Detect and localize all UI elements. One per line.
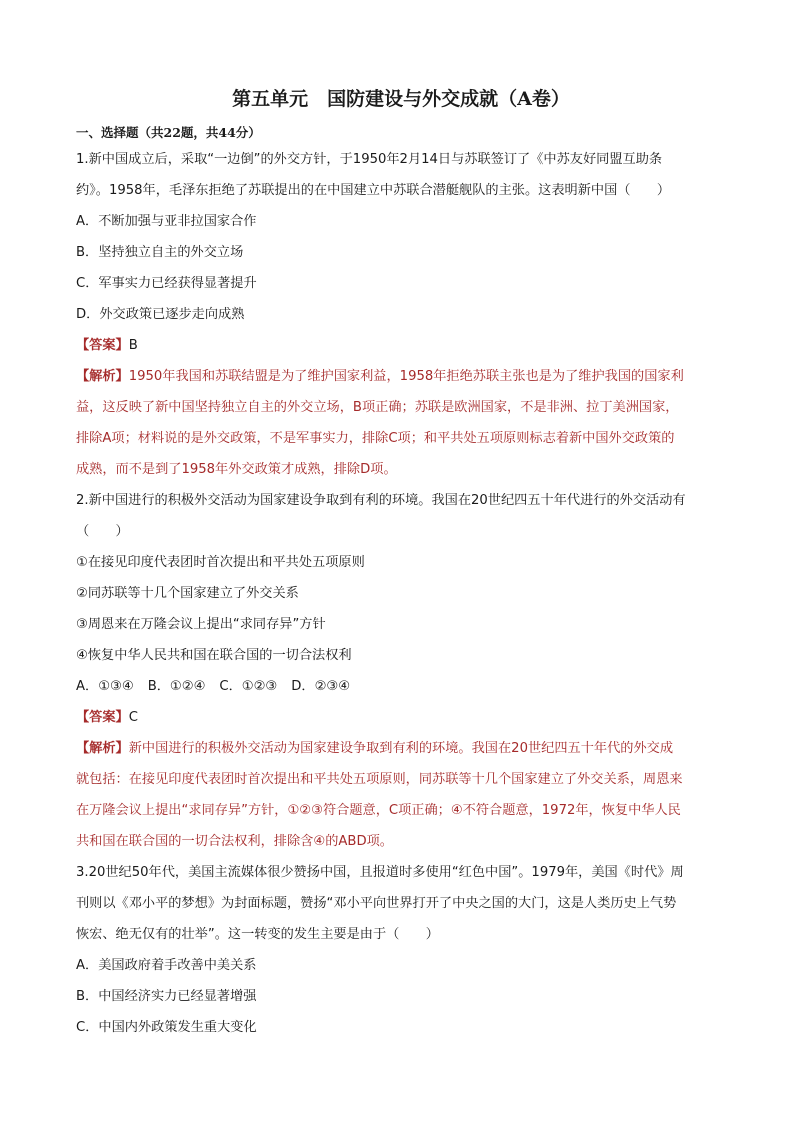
q2-item: ②同苏联等十几个国家建立了外交关系 [76,586,299,601]
q2-answer [76,702,726,733]
question-1 [76,144,726,485]
analysis-text: 1950年我国和苏联结盟是为了维护国家利益，1958年拒绝苏联主张也是为了维护我国的国家利 [128,369,684,384]
q1-option-d: D．外交政策已逐步走向成熟 [76,307,245,322]
q2-stem-line: （ ） [76,524,129,539]
page-title: 第五单元 国防建设与外交成就（A卷） [232,88,570,110]
q1-analysis-line: 成熟，而不是到了1958年外交政策才成熟，排除D项。 [76,462,397,477]
answer-tag: 【答案】 [76,710,129,725]
analysis-text: 新中国进行的积极外交活动为国家建设争取到有利的环境。我国在20世纪四五十年代的外交成 [128,741,674,756]
q2-option-c: C．①②③ [219,679,278,694]
q2-item: ①在接见印度代表团时首次提出和平共处五项原则 [76,555,365,570]
q2-stem-line: 2.新中国进行的积极外交活动为国家建设争取到有利的环境。我国在20世纪四五十年代进行的外交活动有 [76,493,686,508]
q3-option-a: A．美国政府着手改善中美关系 [76,958,257,973]
q2-analysis-line: 共和国在联合国的一切合法权利，排除含④的ABD项。 [76,834,393,849]
q1-answer [76,330,726,361]
analysis-tag: 【解析】 [76,369,129,384]
q3-option-c: C．中国内外政策发生重大变化 [76,1020,257,1035]
q2-option-b: B．①②④ [147,679,206,694]
question-3 [76,857,726,1043]
q3-stem-line: 恢宏、绝无仅有的壮举”。这一转变的发生主要是由于（ ） [76,927,439,942]
q1-option-c: C．军事实力已经获得显著提升 [76,276,257,291]
q1-stem-line: 约》。1958年，毛泽东拒绝了苏联提出的在中国建立中苏联合潜艇舰队的主张。这表明新中国（ ） [76,183,671,198]
q2-analysis-line: 在万隆会议上提出“求同存异”方针，①②③符合题意，C项正确；④不符合题意，1972年，恢复中华人民 [76,803,681,818]
q2-item: ③周恩来在万隆会议上提出“求同存异”方针 [76,617,326,632]
q1-analysis-line [76,361,726,392]
q2-item: ④恢复中华人民共和国在联合国的一切合法权利 [76,648,352,663]
answer-value: C [128,710,138,725]
q1-option-b: B．坚持独立自主的外交立场 [76,245,244,260]
q3-option-b: B．中国经济实力已经显著增强 [76,989,257,1004]
q2-analysis-line [76,733,726,764]
answer-value: B [128,338,138,353]
q2-analysis-line: 就包括：在接见印度代表团时首次提出和平共处五项原则，同苏联等十几个国家建立了外交关系，周恩来 [76,772,683,787]
q2-options [76,671,726,702]
question-2 [76,485,726,857]
q2-option-a: A．①③④ [76,679,134,694]
section-title: 一、选择题（共22题，共44分） [76,125,261,140]
q2-option-d: D．②③④ [291,679,351,694]
q1-analysis-line: 排除A项；材料说的是外交政策，不是军事实力，排除C项；和平共处五项原则标志着新中国外交政策的 [76,431,675,446]
analysis-tag: 【解析】 [76,741,129,756]
q3-stem-line: 刊则以《邓小平的梦想》为封面标题，赞扬“邓小平向世界打开了中央之国的大门，这是人类历史上气势 [76,896,677,911]
q1-stem-line: 1.新中国成立后，采取“一边倒”的外交方针，于1950年2月14日与苏联签订了《中苏友好同盟互助条 [76,152,663,167]
q3-stem-line: 3.20世纪50年代，美国主流媒体很少赞扬中国，且报道时多使用“红色中国”。1979年，美国《时代》周 [76,865,684,880]
q1-option-a: A．不断加强与亚非拉国家合作 [76,214,257,229]
answer-tag: 【答案】 [76,338,129,353]
q1-analysis-line: 益，这反映了新中国坚持独立自主的外交立场，B项正确；苏联是欧洲国家，不是非洲、拉丁美洲国家， [76,400,679,415]
